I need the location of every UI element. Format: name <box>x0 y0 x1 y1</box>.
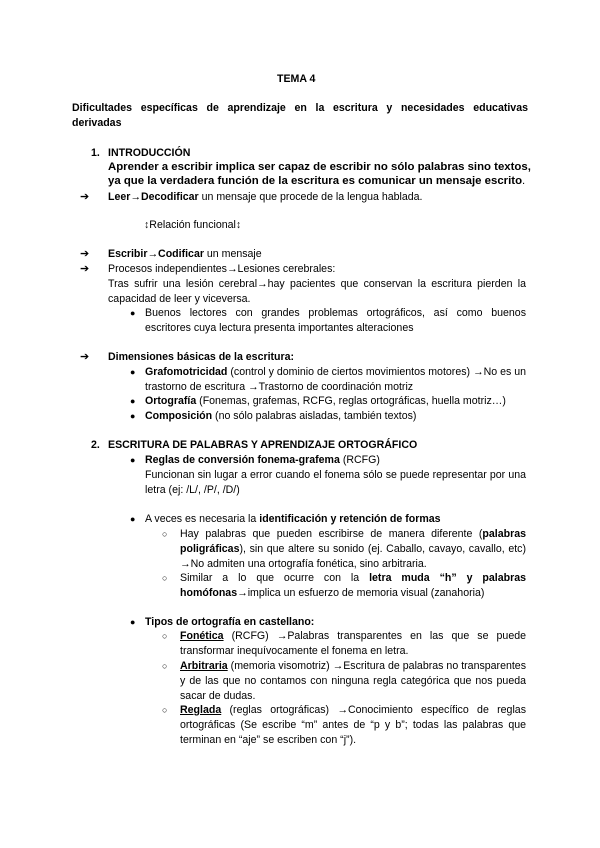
list-item: Procesos independientes→Lesiones cerebrales: <box>108 263 336 275</box>
circle-bullet-icon: ○ <box>162 573 168 583</box>
list-item: Reglas de conversión fonema-grafema (RCFG) <box>145 454 380 466</box>
arrow-bullet-icon: ➔ <box>80 263 90 275</box>
arrow-bullet-icon: ➔ <box>80 351 90 363</box>
dot-bullet-icon: ● <box>130 617 136 627</box>
list-item: Buenos lectores con grandes problemas ortográficos, así como buenos escritores cuya lectura presenta importantes alteraciones <box>145 307 526 334</box>
list-item: Similar a lo que ocurre con la letra muda “h” y palabras homófonas→implica un esfuerzo de memoria visual (zanahoria) <box>180 572 527 599</box>
dot-bullet-icon: ● <box>130 514 136 524</box>
dot-bullet-icon: ● <box>130 367 136 377</box>
list-item: Ortografía (Fonemas, grafemas, RCFG, reglas ortográficas, huella motriz…) <box>145 395 506 407</box>
dot-bullet-icon: ● <box>130 308 136 318</box>
lead-line: ya que la verdadera función de la escritura es comunicar un mensaje escrito. <box>108 175 526 187</box>
dot-bullet-icon: ● <box>130 455 136 465</box>
document-subtitle: Dificultades específicas de aprendizaje en la escritura y necesidades educativas derivadas <box>72 102 528 129</box>
list-item: A veces es necesaria la identificación y retención de formas <box>145 513 441 525</box>
circle-bullet-icon: ○ <box>162 529 168 539</box>
list-item: Reglada (reglas ortográficas) →Conocimiento específico de reglas ortográficas (Se escribe “m” antes de “p y b”; todas las palabras que terminan en “aje” se escriben con “j”). <box>180 704 526 746</box>
paragraph: Tras sufrir una lesión cerebral→hay pacientes que conservan la escritura pierden la capacidad de leer y viceversa. <box>108 278 526 305</box>
page-title: TEMA 4 <box>277 73 316 85</box>
circle-bullet-icon: ○ <box>162 661 168 671</box>
list-item: Hay palabras que pueden escribirse de manera diferente (palabras poligráficas), sin que altere su sonido (ej. Caballo, cavayo, cavallo, etc) →No admiten una ortografía fonética, sino arbitraria. <box>180 528 526 570</box>
arrow-bullet-icon: ➔ <box>80 248 90 260</box>
circle-bullet-icon: ○ <box>162 705 168 715</box>
list-item: Grafomotricidad (control y dominio de ciertos movimientos motores) →No es un trastorno de escritura →Trastorno de coordinación motriz <box>145 366 526 393</box>
list-item: Composición (no sólo palabras aisladas, también textos) <box>145 410 417 422</box>
dot-bullet-icon: ● <box>130 396 136 406</box>
section-heading: INTRODUCCIÓN <box>108 147 191 159</box>
circle-bullet-icon: ○ <box>162 631 168 641</box>
list-item: Leer→Decodificar un mensaje que procede de la lengua hablada. <box>108 191 423 203</box>
paragraph: Funcionan sin lugar a error cuando el fonema sólo se puede representar por una letra (ej: /L/, /P/, /D/) <box>145 469 526 496</box>
lead-line: Aprender a escribir implica ser capaz de escribir no sólo palabras sino textos, <box>108 161 531 173</box>
list-item: Escribir→Codificar un mensaje <box>108 248 262 260</box>
list-item: Arbitraria (memoria visomotriz) →Escritura de palabras no transparentes y de las que no contamos con ninguna regla categórica que nos pueda sacar de dudas. <box>180 660 526 702</box>
arrow-bullet-icon: ➔ <box>80 191 90 203</box>
subheading: Tipos de ortografía en castellano: <box>145 616 315 628</box>
dot-bullet-icon: ● <box>130 411 136 421</box>
section-number: 2. <box>91 439 100 451</box>
section-heading: ESCRITURA DE PALABRAS Y APRENDIZAJE ORTOGRÁFICO <box>108 439 418 451</box>
relation-note: ↕Relación funcional↕ <box>144 219 242 231</box>
list-item: Fonética (RCFG) →Palabras transparentes en las que se puede transformar inequívocamente el fonema en letra. <box>180 630 526 657</box>
section-number: 1. <box>91 147 100 159</box>
subheading: Dimensiones básicas de la escritura: <box>108 351 295 363</box>
